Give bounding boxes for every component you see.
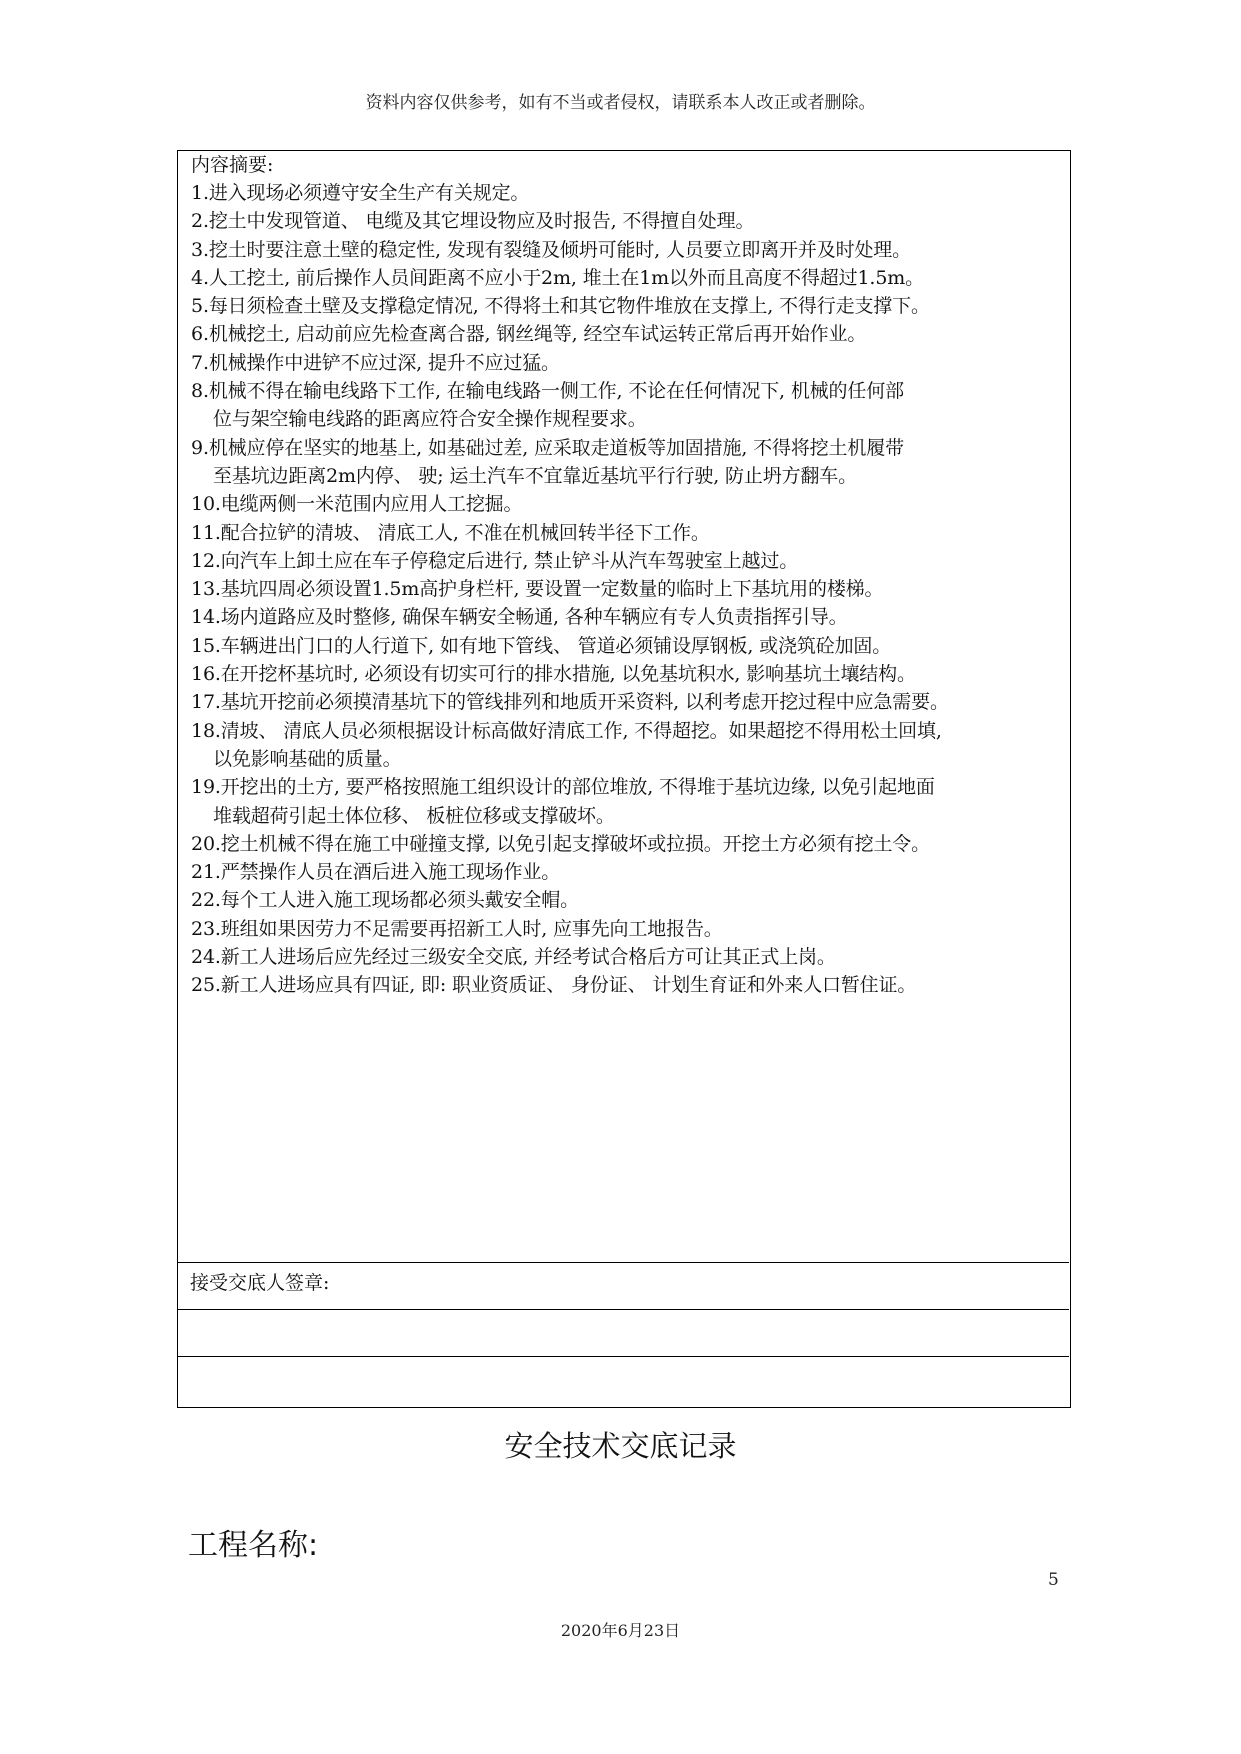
rule-line-continuation: 至基坑边距离2m内停、 驶; 运土汽车不宜靠近基坑平行行驶, 防止坍方翻车。 [213,464,857,487]
rule-line: 25.新工人进场应具有四证, 即: 职业资质证、 身份证、 计划生育证和外来人口暂住证。 [191,974,917,997]
rule-line: 20.挖土机械不得在施工中碰撞支撑, 以免引起支撑破坏或拉损。开挖土方必须有挖土令。 [191,832,930,855]
rule-line: 19.开挖出的土方, 要严格按照施工组织设计的部位堆放, 不得堆于基坑边缘, 以免引起地面 [191,776,935,799]
signature-label: 接受交底人签章: [190,1272,330,1294]
rule-line: 8.机械不得在输电线路下工作, 在输电线路一侧工作, 不论在任何情况下, 机械的任何部 [191,380,904,403]
rule-line: 14.场内道路应及时整修, 确保车辆安全畅通, 各种车辆应有专人负责指挥引导。 [191,606,848,629]
rule-line-continuation: 以免影响基础的质量。 [213,747,402,770]
rule-line: 6.机械挖土, 启动前应先检查离合器, 钢丝绳等, 经空车试运转正常后再开始作业。 [191,323,867,346]
rule-line: 16.在开挖杯基坑时, 必须设有切实可行的排水措施, 以免基坑积水, 影响基坑土壤结构。 [191,663,916,686]
rule-line: 9.机械应停在坚实的地基上, 如基础过差, 应采取走道板等加固措施, 不得将挖土机履带 [191,436,904,459]
disclosure-form-table [177,150,1071,1408]
safety-rules-list [191,179,1061,1000]
rule-line: 5.每日须检查土壁及支撑稳定情况, 不得将土和其它物件堆放在支撑上, 不得行走支撑下。 [191,295,930,318]
rule-line: 1.进入现场必须遵守安全生产有关规定。 [191,182,530,204]
rule-line: 18.清坡、 清底人员必须根据设计标高做好清底工作, 不得超挖。如果超挖不得用松土回填, [191,719,942,742]
rule-line: 24.新工人进场后应先经过三级安全交底, 并经考试合格后方可让其正式上岗。 [191,946,836,969]
rule-line: 10.电缆两侧一米范围内应用人工挖掘。 [191,493,523,516]
signature-blank-row [178,1357,1069,1406]
rule-line: 2.挖土中发现管道、 电缆及其它埋设物应及时报告, 不得擅自处理。 [191,210,755,233]
rule-line: 7.机械操作中进铲不应过深, 提升不应过猛。 [191,351,560,374]
rule-line: 22.每个工人进入施工现场都必须头戴安全帽。 [191,889,579,912]
rule-line-continuation: 位与架空输电线路的距离应符合安全操作规程要求。 [213,408,647,431]
summary-label: 内容摘要: [191,154,274,176]
page-number: 5 [1048,1570,1059,1590]
content-summary-cell [178,151,1069,1263]
rule-line: 17.基坑开挖前必须摸清基坑下的管线排列和地质开采资料, 以利考虑开挖过程中应急需要。 [191,691,949,714]
rule-line: 21.严禁操作人员在酒后进入施工现场作业。 [191,861,561,884]
header-notice: 资料内容仅供参考，如有不当或者侵权，请联系本人改正或者删除。 [365,93,876,113]
signature-blank-row [178,1310,1069,1357]
rule-line: 3.挖土时要注意土壁的稳定性, 发现有裂缝及倾坍可能时, 人员要立即离开并及时处理。 [191,238,911,261]
project-name-label: 工程名称: [188,1528,319,1563]
rule-line: 15.车辆进出门口的人行道下, 如有地下管线、 管道必须铺设厚钢板, 或浇筑砼加固。 [191,634,892,657]
rule-line: 12.向汽车上卸土应在车子停稳定后进行, 禁止铲斗从汽车驾驶室上越过。 [191,549,799,572]
rule-line-continuation: 堆载超荷引起土体位移、 板桩位移或支撑破坏。 [213,804,615,827]
document-title: 安全技术交底记录 [504,1429,737,1463]
rule-line: 23.班组如果因劳力不足需要再招新工人时, 应事先向工地报告。 [191,917,723,940]
rule-line: 13.基坑四周必须设置1.5m高护身栏杆, 要设置一定数量的临时上下基坑用的楼梯。 [191,578,884,601]
rule-line: 4.人工挖土, 前后操作人员间距离不应小于2m, 堆土在1m以外而且高度不得超过1.5m。 [191,266,924,289]
footer-date: 2020年6月23日 [560,1621,681,1640]
rule-line: 11.配合拉铲的清坡、 清底工人, 不准在机械回转半径下工作。 [191,521,710,544]
signature-row [178,1263,1069,1310]
